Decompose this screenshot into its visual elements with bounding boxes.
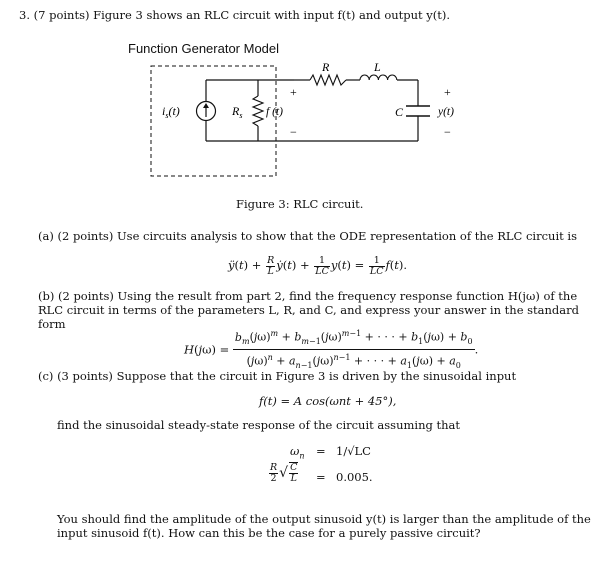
find-text: find the sinusoidal steady-state response of the circuit assuming that	[57, 418, 460, 432]
l-label: L	[374, 60, 381, 74]
figure-caption: Figure 3: RLC circuit.	[236, 197, 364, 211]
problem-header: 3. (7 points) Figure 3 shows an RLC circuit with input f(t) and output y(t).	[19, 8, 451, 22]
rs-label: $R_s$	[232, 104, 243, 120]
cond2-value: 0.005.	[336, 470, 373, 484]
f-label: f (t)	[266, 106, 283, 118]
damping-expression: $\frac{R}{2}$ √ $\frac{C}{L}$	[270, 461, 298, 484]
cond1-value: 1/√LC	[336, 444, 371, 458]
rlc-circuit-diagram	[0, 58, 608, 248]
omega-n-symbol: $\omega_n$	[290, 444, 305, 461]
inductor-icon	[360, 75, 397, 80]
part-a-text: (a) (2 points) Use circuits analysis to show that the ODE representation of the RLC circuit is	[38, 229, 577, 243]
current-source-icon	[197, 102, 216, 121]
y-plus: +	[444, 85, 451, 99]
cond2-equals: =	[316, 470, 326, 484]
f-minus: −	[290, 125, 297, 139]
r-label: R	[322, 60, 330, 74]
part-c-text: (c) (3 points) Suppose that the circuit in Figure 3 is driven by the sinusoidal input	[38, 369, 517, 383]
part-b-text: (b) (2 points) Using the result from part 2, find the frequency response function H(jω) of the RLC circuit in terms of the parameters L, R, and C, and express your answer in the standard form	[38, 289, 580, 331]
c-label: C	[395, 105, 404, 119]
y-label: y(t)	[438, 106, 454, 118]
figure-title: Function Generator Model	[128, 41, 280, 56]
cond1-equals: =	[316, 444, 326, 458]
closing-question: You should find the amplitude of the output sinusoid y(t) is larger than the amplitude of the input sinusoid f(t). How can this be the case for a purely passive circuit?	[57, 512, 591, 540]
f-plus: +	[290, 85, 297, 99]
r-resistor-icon	[310, 75, 346, 85]
y-minus: −	[444, 125, 451, 139]
capacitor-icon	[406, 106, 430, 116]
source-label: $i_s(t)$	[162, 104, 180, 120]
transfer-function-equation: H(jω) = $\frac{b_m(j\omega)^m + b_{m-1}(j\omega)^{m-1} + \cdot \cdot \cdot + b_1(j\omega) + b_0}{(j\omega)^n + a_{n-1}(j\omega)^{n-1} + \cdot \cdot \cdot + a_1(j\omega) + a_0}$ .	[184, 329, 479, 370]
input-equation: f(t) = A cos(ωnt + 45°),	[259, 394, 397, 408]
rs-resistor-icon	[253, 96, 263, 126]
ode-equation: ÿ(t) + $\frac{R}{L}$ ẏ(t) + $\frac{1}{LC}$ y(t) = $\frac{1}{LC}$ f(t).	[228, 254, 408, 277]
